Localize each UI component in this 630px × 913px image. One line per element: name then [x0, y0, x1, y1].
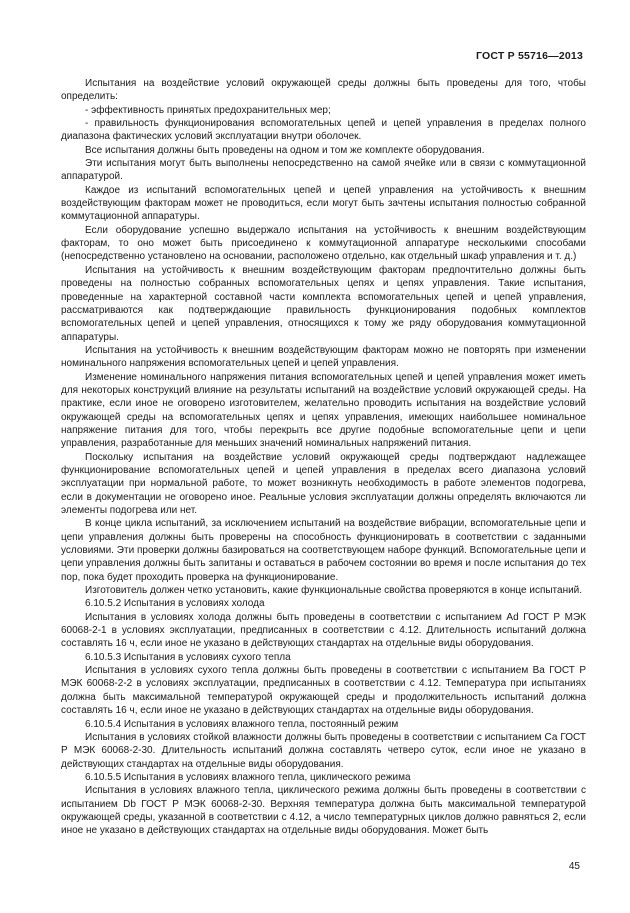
- paragraph: В конце цикла испытаний, за исключением испытаний на воздействие вибрации, вспомогательные цепи и цепи управления должны быть проверены на способность функционировать в соответствии с заданными условиями. Эти проверки должны базироваться на соответствующем наборе функций. Вспомогательные цепи и цепи управления должны быть запитаны и оставаться в рабочем состоянии во время и после испытания до тех пор, пока будет проходить проверка на функционирование.: [61, 518, 586, 583]
- list-item: - эффективность принятых предохранительных мер;: [85, 104, 331, 116]
- paragraph: Все испытания должны быть проведены на одном и том же комплекте оборудования.: [85, 144, 485, 156]
- paragraph: Испытания в условиях сухого тепла должны быть проведены в соответствии с испытанием Ва ГОСТ Р МЭК 60068-2-2 в условиях эксплуатации, предписанных в соответствии с 4.12. Температура при испытаниях должна быть максимальной температурой окружающей среды и продолжительность испытаний должна составлять 16 ч, если иное не указано в действующих стандартах на отдельные виды оборудования.: [61, 665, 586, 717]
- body-text: [61, 77, 586, 838]
- section-heading: 6.10.5.5 Испытания в условиях влажного тепла, циклического режима: [85, 771, 411, 783]
- section-heading: 6.10.5.3 Испытания в условиях сухого тепла: [85, 651, 291, 663]
- section-heading: 6.10.5.2 Испытания в условиях холода: [85, 598, 265, 610]
- paragraph: Изготовитель должен четко установить, какие функциональные свойства проверяются в конце испытаний.: [85, 585, 583, 597]
- paragraph: Испытания на устойчивость к внешним воздействующим факторам можно не повторять при изменении номинального напряжения вспомогательных цепей и цепей управления.: [61, 344, 586, 370]
- page-number: 45: [568, 861, 580, 872]
- paragraph: Испытания в условиях стойкой влажности должны быть проведены в соответствии с испытанием Са ГОСТ Р МЭК 60068-2-30. Длительность испытаний должна составлять четверо суток, если иное не указано в действующих стандартах на отдельные виды оборудования.: [61, 731, 586, 770]
- paragraph: Эти испытания могут быть выполнены непосредственно на самой ячейке или в связи с коммутационной аппаратурой.: [61, 158, 586, 183]
- paragraph: Изменение номинального напряжения питания вспомогательных цепей и цепей управления может иметь для некоторых конструкций влияние на результаты испытаний на воздействие условий окружающей среды. На практике, если иное не оговорено изготовителем, желательно проводить испытания на воздействие условий окружающей среды на вспомогательных цепях и цепях управления, имеющих наибольшее номинальное напряжение питания для того, чтобы перекрыть все другие подобные вспомогательные цепи и цепи управления, разработанные для меньших значений номинальных напряжений питания.: [61, 371, 586, 450]
- paragraph: Испытания на воздействие условий окружающей среды должны быть проведены для того, чтобы определить:: [61, 78, 586, 103]
- paragraph: Испытания в условиях холода должны быть проведены в соответствии с испытанием Ad ГОСТ Р МЭК 60068-2-1 в условиях эксплуатации, предписанных в соответствии с 4.12. Длительность испытаний должна составлять 16 ч, если иное не указано в действующих стандартах на отдельные виды оборудования.: [61, 611, 586, 650]
- standard-designation: ГОСТ Р 55716—2013: [475, 50, 583, 62]
- list-item: - правильность функционирования вспомогательных цепей и цепей управления в пределах полного диапазона фактических условий эксплуатации внутри оболочек.: [61, 118, 586, 143]
- paragraph: Испытания в условиях влажного тепла, циклического режима должны быть проведены в соответствии с испытанием Db ГОСТ Р МЭК 60068-2-30. Верхняя температура должна быть максимальной температурой окружающей среды, указанной в соответствии с 4.12, а число температурных циклов должно равняться 2, если иное не указано в действующих стандартах на отдельные виды оборудования. Может быть: [61, 785, 586, 837]
- paragraph: Если оборудование успешно выдержало испытания на устойчивость к внешним воздействующим факторам, то оно может быть присоединено к коммутационной аппаратуре несколькими способами (непосредственно установлено на основании, расположено отдельно, как отдельный шкаф управления и т. д.): [61, 224, 586, 263]
- paragraph: Каждое из испытаний вспомогательных цепей и цепей управления на устойчивость к внешним воздействующим факторам может не проводиться, если могут быть зачтены испытания полностью собранной коммутационной аппаратуры.: [61, 184, 586, 223]
- paragraph: Поскольку испытания на воздействие условий окружающей среды подтверждают надлежащее функционирование вспомогательных цепей и цепей управления в пределах всего диапазона условий эксплуатации при нормальной работе, то может возникнуть необходимость в работе элементов подогрева, если в документации не оговорено иное. Реальные условия эксплуатации должны определять включаются ли элементы подогрева или нет.: [61, 451, 586, 516]
- section-heading: 6.10.5.4 Испытания в условиях влажного тепла, постоянный режим: [85, 718, 399, 730]
- paragraph: Испытания на устойчивость к внешним воздействующим факторам предпочтительно должны быть проведены на полностью собранных вспомогательных цепях и цепях управления. Такие испытания, проведенные на характерной составной части комплекта вспомогательных цепей и цепей управления, рассматриваются как подтверждающие правильность функционирования подобных комплектов вспомогательных цепей и цепей управления, относящихся к тому же ряду оборудования коммутационной аппаратуры.: [61, 264, 586, 343]
